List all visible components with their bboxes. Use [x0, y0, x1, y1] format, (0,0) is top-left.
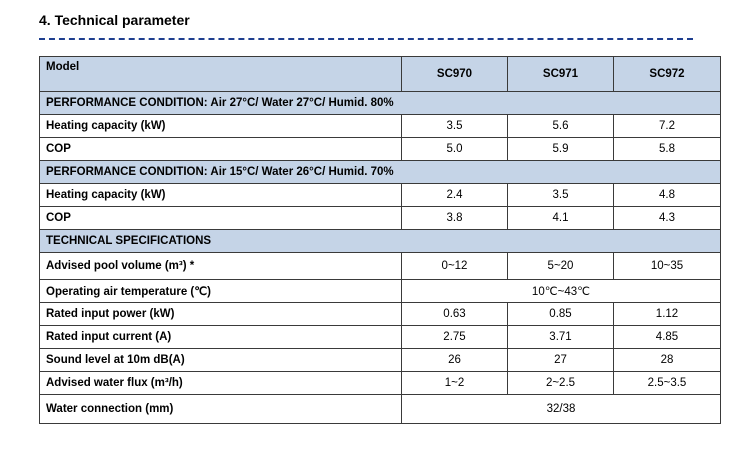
- cell-value: 3.8: [402, 207, 508, 230]
- cell-value: 1~2: [402, 372, 508, 395]
- cell-value: 5.0: [402, 138, 508, 161]
- model-sc971: SC971: [508, 57, 614, 92]
- table-row: [40, 395, 721, 424]
- table-row: [40, 115, 721, 138]
- cell-value-merged: 32/38: [402, 395, 721, 424]
- table-row: [40, 253, 721, 280]
- table-row: [40, 372, 721, 395]
- cell-value: 5.8: [614, 138, 721, 161]
- dashed-divider: [39, 38, 693, 40]
- model-sc970: SC970: [402, 57, 508, 92]
- model-header: Model: [40, 57, 402, 92]
- row-label: Heating capacity (kW): [40, 115, 402, 138]
- technical-parameter-table: [39, 56, 721, 424]
- table-row: [40, 207, 721, 230]
- cell-value: 2~2.5: [508, 372, 614, 395]
- section-heading: 4. Technical parameter: [39, 12, 190, 28]
- table-row: [40, 326, 721, 349]
- specs-title: TECHNICAL SPECIFICATIONS: [40, 230, 721, 253]
- row-label: Operating air temperature (℃): [40, 280, 402, 303]
- cell-value: 1.12: [614, 303, 721, 326]
- row-label: Rated input power (kW): [40, 303, 402, 326]
- cell-value: 0~12: [402, 253, 508, 280]
- table-row: [40, 138, 721, 161]
- table-row: [40, 303, 721, 326]
- row-label: Water connection (mm): [40, 395, 402, 424]
- table-row: [40, 184, 721, 207]
- row-label: Sound level at 10m dB(A): [40, 349, 402, 372]
- cell-value-merged: 10℃~43℃: [402, 280, 721, 303]
- section-row-condition-1: [40, 92, 721, 115]
- section-row-specs: [40, 230, 721, 253]
- row-label: COP: [40, 207, 402, 230]
- cell-value: 2.5~3.5: [614, 372, 721, 395]
- model-sc972: SC972: [614, 57, 721, 92]
- cell-value: 27: [508, 349, 614, 372]
- header-row: [40, 57, 721, 92]
- cell-value: 3.71: [508, 326, 614, 349]
- cell-value: 4.85: [614, 326, 721, 349]
- cell-value: 2.75: [402, 326, 508, 349]
- cell-value: 4.1: [508, 207, 614, 230]
- row-label: Rated input current (A): [40, 326, 402, 349]
- cell-value: 7.2: [614, 115, 721, 138]
- cell-value: 5~20: [508, 253, 614, 280]
- cell-value: 0.85: [508, 303, 614, 326]
- section-row-condition-2: [40, 161, 721, 184]
- condition-2-title: PERFORMANCE CONDITION: Air 15°C/ Water 26°C/ Humid. 70%: [40, 161, 721, 184]
- condition-1-title: PERFORMANCE CONDITION: Air 27°C/ Water 27°C/ Humid. 80%: [40, 92, 721, 115]
- cell-value: 5.9: [508, 138, 614, 161]
- cell-value: 4.3: [614, 207, 721, 230]
- row-label: Advised water flux (m³/h): [40, 372, 402, 395]
- table-row: [40, 280, 721, 303]
- cell-value: 0.63: [402, 303, 508, 326]
- table-row: [40, 349, 721, 372]
- row-label: COP: [40, 138, 402, 161]
- row-label: Advised pool volume (m³) *: [40, 253, 402, 280]
- cell-value: 3.5: [508, 184, 614, 207]
- cell-value: 3.5: [402, 115, 508, 138]
- cell-value: 28: [614, 349, 721, 372]
- cell-value: 5.6: [508, 115, 614, 138]
- cell-value: 26: [402, 349, 508, 372]
- cell-value: 2.4: [402, 184, 508, 207]
- cell-value: 4.8: [614, 184, 721, 207]
- row-label: Heating capacity (kW): [40, 184, 402, 207]
- cell-value: 10~35: [614, 253, 721, 280]
